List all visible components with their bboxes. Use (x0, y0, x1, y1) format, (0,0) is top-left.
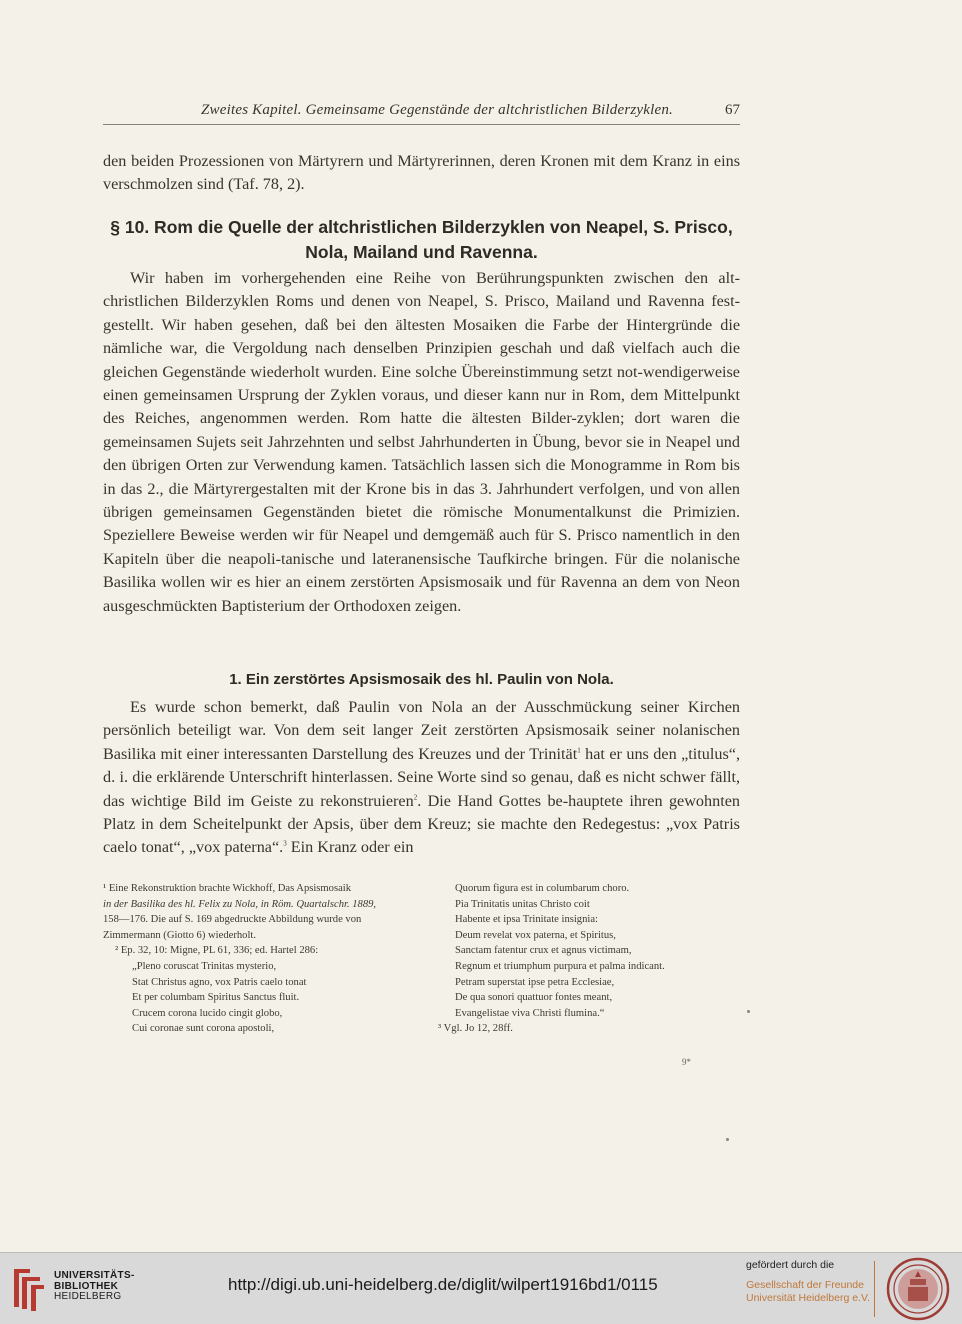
library-name[interactable] (54, 1271, 135, 1303)
paragraph-text: Es wurde schon bemerkt, daß Paulin von Nola an der Ausschmückung seiner Kirchen persönlich beteiligt war. Von dem seit langer Zeit zerstörten Apsismosaik seiner nolanischen Basilika mit einer interessanten Darstellung des Kreuzes und der Trinität (103, 698, 740, 763)
university-seal-icon[interactable] (886, 1257, 950, 1321)
footnotes-right (438, 881, 740, 1037)
subsection-paragraph (103, 696, 740, 860)
section-paragraph-block (103, 267, 740, 618)
footnote-ref: 1 (577, 746, 581, 755)
library-line: BIBLIOTHEK (54, 1280, 119, 1292)
paragraph-text: hat er uns den „titulus“, d. i. die erklärende Unterschrift hinterlassen. Seine Worte sind so genau, daß es nicht schwer fällt, das wichtige Bild im Geiste zu rekonstruieren (103, 744, 740, 810)
paragraph-text: Ein Kranz oder ein (286, 838, 414, 857)
library-line: UNIVERSITÄTS- (54, 1270, 135, 1281)
intro-paragraph: den beiden Prozessionen von Märtyrern und Märtyrerinnen, deren Kronen mit dem Kranz in eins verschmolzen sind (Taf. 78, 2). (103, 152, 740, 194)
section-heading (103, 215, 740, 265)
verse-line: Crucem corona lucido cingit globo, (132, 1007, 283, 1019)
permalink-url[interactable]: http://digi.ub.uni-heidelberg.de/diglit/wilpert1916bd1/0115 (228, 1275, 658, 1294)
intro-paragraph-block (103, 150, 740, 197)
viewer-footer (0, 1252, 962, 1324)
sponsor-divider (874, 1261, 875, 1317)
sponsor-label: gefördert durch die (746, 1259, 835, 1271)
verse-line: Sanctam fatentur crux et agnus victimam, (455, 945, 632, 957)
page-number: 67 (725, 102, 740, 118)
running-header (103, 102, 740, 125)
verse-line: Pia Trinitatis unitas Christo coit (455, 898, 590, 910)
subsection-paragraph-block (103, 696, 740, 860)
footnote-line: ² Ep. 32, 10: Migne, PL 61, 336; ed. Hartel 286: (115, 945, 319, 957)
library-line: HEIDELBERG (54, 1291, 122, 1302)
verse-line: Et per columbam Spiritus Sanctus fluit. (132, 992, 300, 1004)
speck (747, 1010, 750, 1013)
section-paragraph: Wir haben im vorhergehenden eine Reihe von Berührungspunkten zwischen den alt-christlichen Bilderzyklen Roms und denen von Neapel, S. Prisco, Mailand und Ravenna fest-gestellt. Wir haben gesehen, daß bei den ältesten Mosaiken die Farbe der Hintergründe die nämliche war, die Vergoldung nach denselben Prinzipien geschah und daß vielfach auch die gleichen Gegenstände wiederholt wurden. Eine solche Übereinstimmung setzt not-wendigerweise einen gemeinsamen Ursprung der Zyklen voraus, und dieser kann nur in Rom, dem Mittelpunkt des Reiches, angenommen werden. Rom hatte die ältesten Bilder-zyklen; dort waren die gemeinsamen Sujets seit Jahrzehnten und selbst Jahrhunderten in Übung, bevor sie in Neapel und den übrigen Orten zur Verwendung kamen. Tatsächlich lassen sich die Monogramme in Rom bis in das 2., die Märtyrergestalten mit der Krone bis in das 3. Jahrhundert verfolgen, und von allen übrigen gemeinsamen Gegenständen bietet die römische Monumentalkunst die Primizien. Speziellere Beweise werden wir für Neapel und demgemäß auch für S. Prisco namentlich in den Kapiteln über die neapoli-tanische und lateranensische Taufkirche bringen. Für die nolanische Basilika wollen wir es hier an einem zerstörten Apsismosaik und für Ravenna an dem von Neon ausgeschmückten Baptisterium der Orthodoxen zeigen. (103, 269, 740, 615)
sheet-signature: 9* (682, 1057, 691, 1067)
sponsor-line: Universität Heidelberg e.V. (746, 1292, 870, 1304)
footnote-line: ¹ Eine Rekonstruktion brachte Wickhoff, Das Apsismosaik (103, 883, 352, 894)
verse-line: Deum revelat vox paterna, et Spiritus, (455, 929, 616, 941)
verse-line: Regnum et triumphum purpura et palma indicant. (455, 960, 665, 972)
footnote-ref: 2 (413, 793, 418, 802)
section-heading-line1: § 10. Rom die Quelle der altchristlichen Bilderzyklen von Neapel, S. Prisco, (110, 217, 733, 237)
verse-line: „Pleno coruscat Trinitas mysterio, (132, 960, 277, 972)
verse-line: Petram superstat ipse petra Ecclesiae, (455, 976, 615, 988)
footnote-ref: 3 (283, 840, 287, 849)
sponsor-name[interactable] (746, 1279, 870, 1305)
footnote-line: 158—176. Die auf S. 169 abgedruckte Abbildung wurde von (103, 914, 362, 926)
ub-logo-icon[interactable] (10, 1263, 46, 1313)
verse-line: Stat Christus agno, vox Patris caelo tonat (132, 976, 307, 988)
paragraph-text: . Die Hand Gottes be-hauptete ihren gewohnten Platz in dem Scheitelpunkt der Apsis, über dem Kreuz; sie machte den Redegestus: „vox Patris caelo tonat“, „vox paterna“. (103, 791, 740, 857)
footnote-line: Zimmermann (Giotto 6) wiederholt. (103, 929, 256, 941)
speck (726, 1138, 729, 1141)
verse-line: Quorum figura est in columbarum choro. (455, 883, 630, 894)
footnote-line: ³ Vgl. Jo 12, 28ff. (438, 1023, 513, 1035)
verse-line: Evangelistae viva Christi flumina.“ (455, 1007, 605, 1019)
running-title: Zweites Kapitel. Gemeinsame Gegenstände der altchristlichen Bilderzyklen. (201, 102, 674, 118)
section-heading-line2: Nola, Mailand und Ravenna. (305, 242, 538, 262)
verse-line: Habente et ipsa Trinitate insignia: (455, 914, 598, 926)
verse-line: Cui coronae sunt corona apostoli, (132, 1023, 275, 1035)
sponsor-line: Gesellschaft der Freunde (746, 1279, 864, 1291)
subsection-heading: 1. Ein zerstörtes Apsismosaik des hl. Paulin von Nola. (229, 671, 614, 688)
footnote-line: in der Basilika des hl. Felix zu Nola, in Röm. Quartalschr. 1889, (103, 898, 377, 910)
verse-line: De qua sonori quattuor fontes meant, (455, 992, 613, 1004)
footnotes-left (103, 881, 423, 1037)
